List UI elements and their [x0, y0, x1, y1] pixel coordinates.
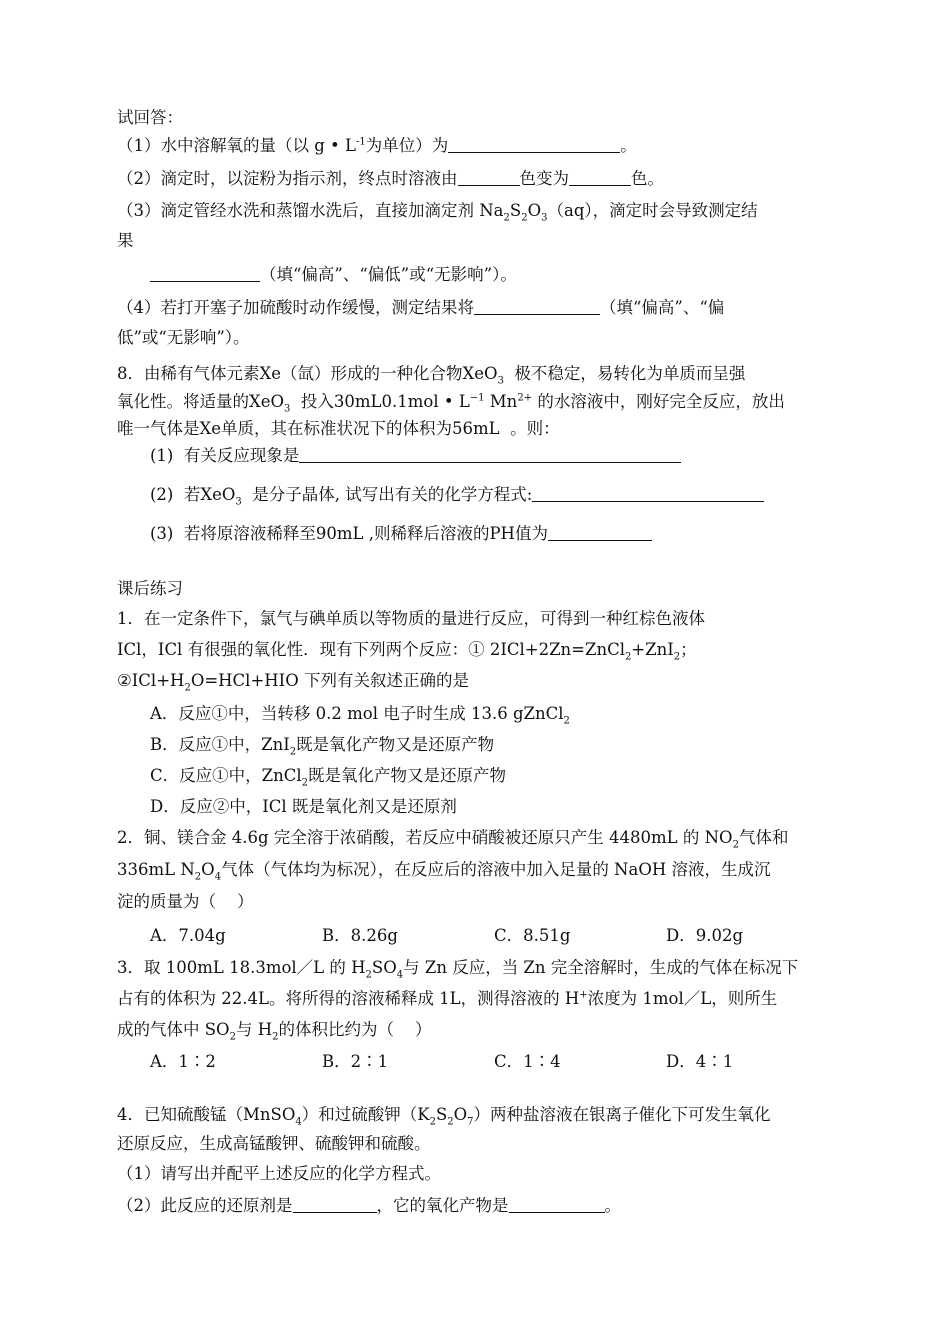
question-2-line: （2）滴定时，以淀粉为指示剂，终点时溶液由 色变为 色。 — [117, 169, 664, 188]
practice-1-option-b[interactable]: B．反应①中，ZnI$_2$既是氧化产物又是还原产物 — [150, 735, 495, 758]
answer-blank[interactable] — [509, 1196, 605, 1213]
answer-blank[interactable] — [569, 169, 631, 186]
intro-text: 试回答： — [117, 108, 183, 127]
problem-8-line-3: 唯一气体是Xe单质，其在标准状况下的体积为56mL 。则： — [117, 419, 560, 438]
answer-blank[interactable] — [448, 136, 620, 153]
section-heading: 课后练习 — [117, 579, 183, 598]
question-4-line: （4）若打开塞子加硫酸时动作缓慢，测定结果将 （填“偏高”、“偏 — [117, 298, 725, 317]
practice-4-question-1: （1）请写出并配平上述反应的化学方程式。 — [117, 1164, 441, 1183]
problem-8-sub-3: (3) 若将原溶液稀释至90mL ,则稀释后溶液的PH值为 — [150, 522, 652, 546]
practice-3-line-2: 占有的体积为 22.4L。将所得的溶液稀释成 1L，测得溶液的 H+浓度为 1mol／L，则所生 — [117, 989, 778, 1008]
practice-1-option-d[interactable]: D．反应②中，ICl 既是氧化剂又是还原剂 — [150, 797, 457, 816]
practice-2-option-a[interactable]: A．7.04g — [150, 926, 226, 945]
practice-2-line-1: 2．铜、镁合金 4.6g 完全溶于浓硝酸，若反应中硝酸被还原只产生 4480mL 的 $NO_2$气体和 — [117, 828, 789, 851]
practice-2-line-3: 淀的质量为（ ） — [117, 892, 254, 911]
answer-blank[interactable] — [299, 446, 681, 463]
practice-3-line-3: 成的气体中 $SO_2$与 $H_2$的体积比约为（ ） — [117, 1020, 432, 1043]
practice-1-line-3: $②ICl+H_2O=HCl+HIO$ 下列有关叙述正确的是 — [117, 671, 469, 694]
practice-3-line-1: 3．取 100mL 18.3mol／L 的 $H_2SO_4$与 Zn 反应，当 Zn 完全溶解时，生成的气体在标况下 — [117, 958, 799, 981]
practice-3-option-a[interactable]: A．1∶2 — [150, 1052, 216, 1071]
problem-8-sub-2: (2) 若XeO$_3$ 是分子晶体, 试写出有关的化学方程式: — [150, 483, 764, 507]
practice-3-option-d[interactable]: D．4∶1 — [666, 1052, 734, 1071]
practice-1-line-1: 1．在一定条件下，氯气与碘单质以等物质的量进行反应，可得到一种红棕色液体 — [117, 609, 705, 628]
answer-blank[interactable] — [474, 298, 600, 315]
practice-2-line-2: 336mL $N_2O_4$气体（气体均为标况），在反应后的溶液中加入足量的 NaOH 溶液，生成沉 — [117, 860, 771, 883]
answer-blank[interactable] — [293, 1196, 377, 1213]
answer-blank[interactable] — [150, 265, 260, 282]
question-4-line-2: 低”或“无影响”）。 — [117, 328, 250, 347]
answer-blank[interactable] — [548, 524, 652, 541]
answer-blank[interactable] — [458, 169, 520, 186]
practice-4-line-1: 4．已知硫酸锰（MnSO$_4$）和过硫酸钾$(K_2S_2O_7)$两种盐溶液在银离子催化下可发生氧化 — [117, 1105, 771, 1128]
question-3-line-2: 果 — [117, 231, 134, 250]
answer-blank[interactable] — [532, 485, 764, 502]
practice-2-option-c[interactable]: C．8.51g — [494, 926, 571, 945]
practice-4-line-2: 还原反应，生成高锰酸钾、硫酸钾和硫酸。 — [117, 1134, 431, 1153]
practice-1-option-c[interactable]: C．反应①中，ZnCl$_2$既是氧化产物又是还原产物 — [150, 766, 506, 789]
problem-8-line-2: 氧化性。将适量的XeO$_3$ 投入30mL0.1mol • $L^{-1}$ $Mn^{2+}$ 的水溶液中，刚好完全反应，放出 — [117, 392, 785, 415]
question-3-line-3: （填“偏高”、“偏低”或“无影响”）。 — [150, 263, 517, 287]
practice-1-option-a[interactable]: A．反应①中，当转移 0.2 mol 电子时生成 13.6 gZnCl$_2$ — [150, 704, 570, 727]
question-3-line: （3）滴定管经水洗和蒸馏水洗后，直接加滴定剂 $Na_2S_2O_3(aq)$，滴定时会导致测定结 — [117, 201, 758, 224]
practice-3-option-b[interactable]: B．2∶1 — [322, 1052, 389, 1071]
problem-8-sub-1: (1) 有关反应现象是 — [150, 444, 681, 468]
practice-4-question-2: （2）此反应的还原剂是 ，它的氧化产物是 。 — [117, 1196, 621, 1215]
practice-3-option-c[interactable]: C．1∶4 — [494, 1052, 561, 1071]
problem-8-line-1: 8．由稀有气体元素Xe（氙）形成的一种化合物XeO$_3$ 极不稳定，易转化为单质而呈强 — [117, 364, 746, 387]
question-1-line: （1）水中溶解氧的量（以 g • $L^{-1}$为单位）为 。 — [117, 136, 637, 155]
practice-2-option-b[interactable]: B．8.26g — [322, 926, 398, 945]
practice-2-option-d[interactable]: D．9.02g — [666, 926, 744, 945]
practice-1-line-2: ICl，ICl 有很强的氧化性．现有下列两个反应：① 2ICl+2Zn=ZnCl$_2$+ZnI$_2$； — [117, 640, 697, 663]
